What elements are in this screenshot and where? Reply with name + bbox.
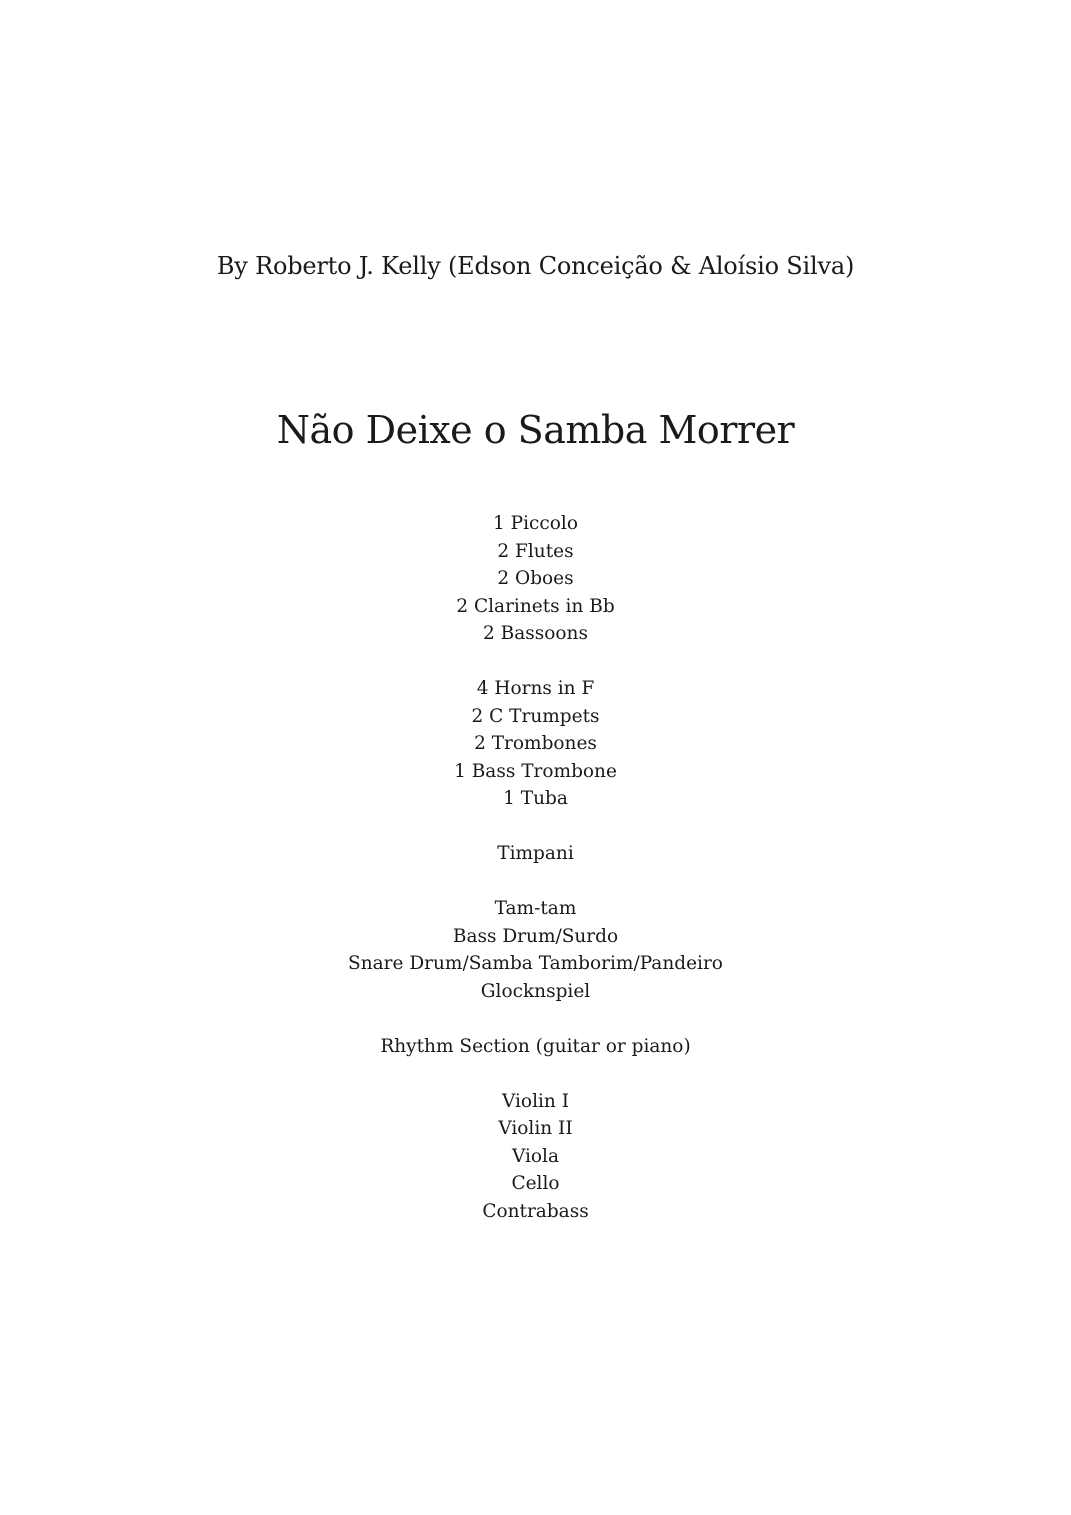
instrument-contrabass: Contrabass xyxy=(482,1200,589,1222)
page-title: Não Deixe o Samba Morrer xyxy=(276,408,795,452)
instrument-timpani: Timpani xyxy=(497,843,574,864)
instrumentation-list xyxy=(0,510,1071,1225)
instrument-snare-drum: Snare Drum/Samba Tamborim/Pandeiro xyxy=(348,953,723,974)
percussion-group xyxy=(0,895,1071,1005)
instrument-tuba: 1 Tuba xyxy=(503,788,568,809)
timpani-group xyxy=(0,840,1071,868)
instrument-oboes: 2 Oboes xyxy=(497,568,574,589)
instrument-clarinets: 2 Clarinets in Bb xyxy=(456,595,615,617)
instrument-cello: Cello xyxy=(511,1173,560,1194)
instrument-piccolo: 1 Piccolo xyxy=(493,513,578,534)
instrument-trombones: 2 Trombones xyxy=(474,733,597,754)
instrument-tam-tam: Tam-tam xyxy=(494,898,577,919)
instrument-viola: Viola xyxy=(511,1145,560,1167)
instrument-bass-trombone: 1 Bass Trombone xyxy=(454,760,617,782)
instrument-bassoons: 2 Bassoons xyxy=(483,623,588,644)
instrument-glockenspiel: Glocknspiel xyxy=(480,980,591,1002)
rhythm-group xyxy=(0,1033,1071,1061)
instrument-flutes: 2 Flutes xyxy=(497,540,574,562)
instrument-trumpets: 2 C Trumpets xyxy=(471,705,600,727)
instrument-violin-1: Violin I xyxy=(501,1090,570,1112)
brass-group xyxy=(0,675,1071,813)
composer-credit: By Roberto J. Kelly (Edson Conceição & Aloísio Silva) xyxy=(216,252,855,280)
woodwinds-group xyxy=(0,510,1071,648)
strings-group xyxy=(0,1088,1071,1226)
instrument-horns: 4 Horns in F xyxy=(476,678,595,699)
instrument-violin-2: Violin II xyxy=(498,1118,573,1139)
instrument-rhythm-section: Rhythm Section (guitar or piano) xyxy=(380,1035,691,1057)
instrument-bass-drum: Bass Drum/Surdo xyxy=(452,925,619,947)
